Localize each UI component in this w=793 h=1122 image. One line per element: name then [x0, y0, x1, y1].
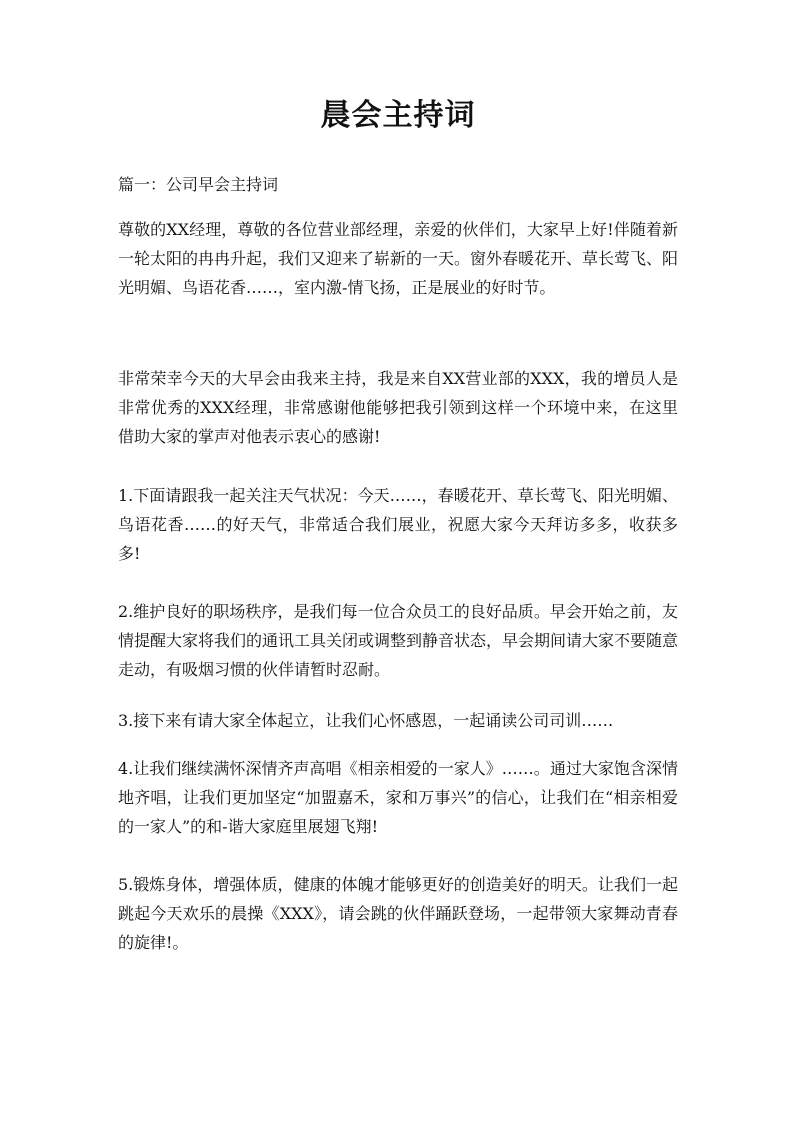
paragraph-host-intro: 非常荣幸今天的大早会由我来主持，我是来自XX营业部的XXX，我的增员人是非常优秀的XXX经理，非常感谢他能够把我引领到这样一个环境中来，在这里借助大家的掌声对他表示衷心的感谢! [118, 369, 678, 446]
paragraph-item-2-order: 2.维护良好的职场秩序，是我们每一位合众员工的良好品质。早会开始之前，友情提醒大家将我们的通讯工具关闭或调整到静音状态，早会期间请大家不要随意走动，有吸烟习惯的伙伴请暂时忍耐。 [118, 602, 679, 679]
paragraph-item-4-song: 4.让我们继续满怀深情齐声高唱《相亲相爱的一家人》……。通过大家饱含深情地齐唱，让我们更加坚定“加盟嘉禾，家和万事兴”的信心，让我们在“相亲相爱的一家人”的和-谐大家庭里展翅飞翔! [118, 759, 678, 836]
section-heading: 篇一：公司早会主持词 [118, 175, 279, 194]
paragraph-greeting: 尊敬的XX经理，尊敬的各位营业部经理，亲爱的伙伴们，大家早上好!伴随着新一轮太阳的冉冉升起，我们又迎来了崭新的一天。窗外春暖花开、草长莺飞、阳光明媚、鸟语花香……，室内激-情飞扬，正是展业的好时节。 [118, 220, 679, 297]
document-page [118, 0, 678, 1122]
paragraph-item-1-weather: 1.下面请跟我一起关注天气状况：今天……，春暖花开、草长莺飞、阳光明媚、鸟语花香……的好天气，非常适合我们展业，祝愿大家今天拜访多多，收获多多! [118, 486, 678, 563]
paragraph-item-3-motto: 3.接下来有请大家全体起立，让我们心怀感恩，一起诵读公司司训…… [118, 711, 614, 730]
document-title: 晨会主持词 [320, 98, 476, 133]
paragraph-item-5-exercise: 5.锻炼身体，增强体质，健康的体魄才能够更好的创造美好的明天。让我们一起跳起今天欢乐的晨操《XXX》，请会跳的伙伴踊跃登场，一起带领大家舞动青春的旋律!。 [118, 875, 678, 952]
